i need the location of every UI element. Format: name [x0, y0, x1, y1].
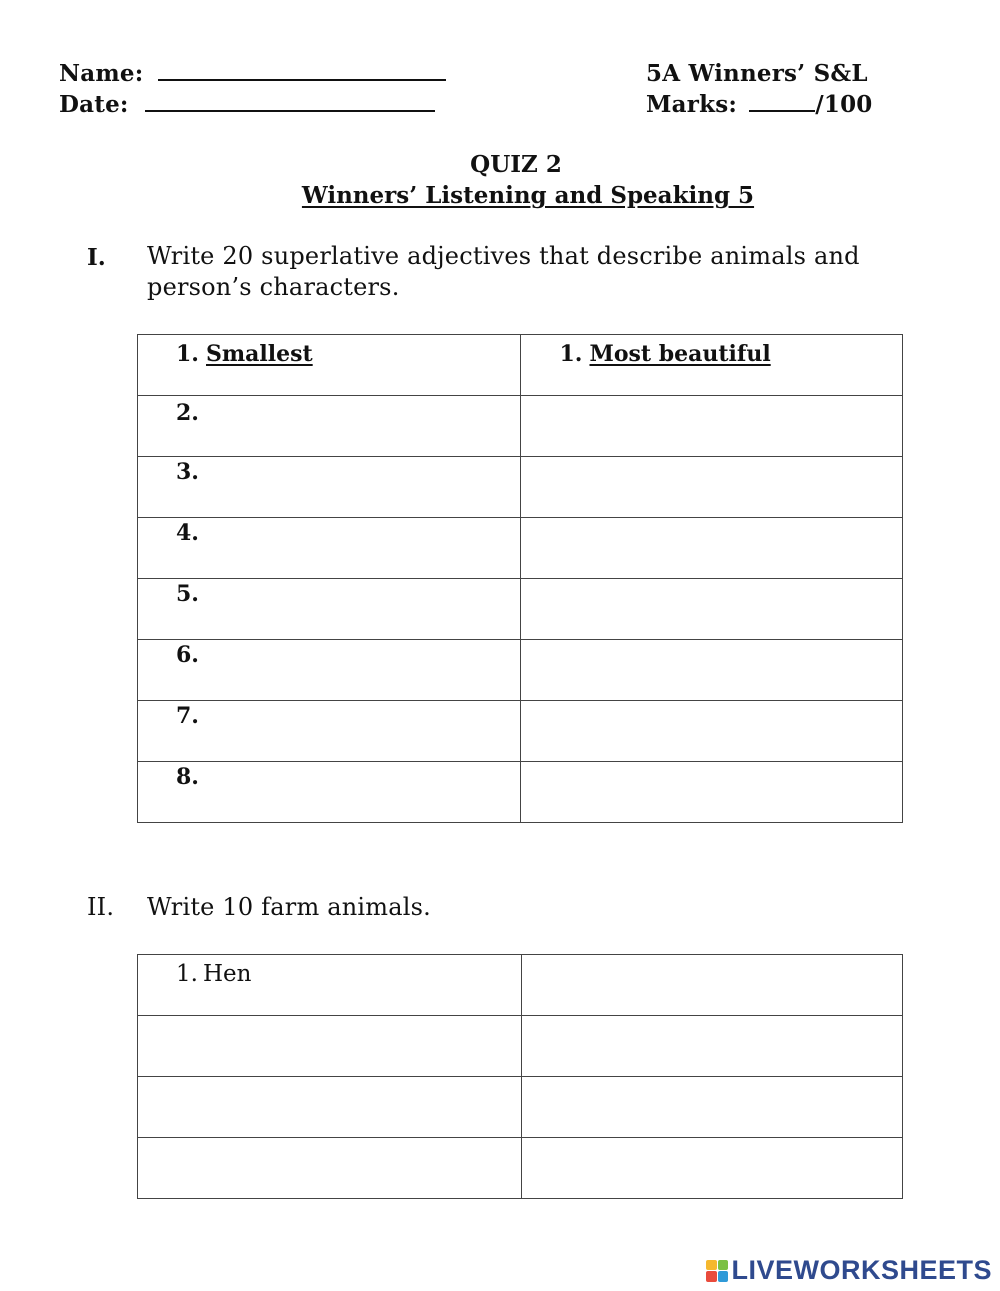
row-number: 1.: [176, 341, 199, 367]
date-label: Date:: [59, 91, 129, 118]
table-row: [138, 396, 903, 457]
name-field: [59, 60, 446, 87]
answer-text: Hen: [203, 961, 252, 987]
marks-total: /100: [815, 91, 873, 118]
answer-cell[interactable]: [521, 762, 903, 823]
row-number: 5.: [176, 581, 199, 607]
quiz-title: QUIZ 2: [470, 151, 562, 178]
answer-cell[interactable]: [138, 1016, 522, 1077]
section2-table: [137, 954, 903, 1199]
section1-table: [137, 334, 903, 823]
answer-cell[interactable]: [521, 396, 903, 457]
logo-square: [718, 1260, 729, 1271]
table-row: [138, 1138, 903, 1199]
logo-square: [706, 1260, 717, 1271]
row-number: 1.: [176, 961, 198, 987]
table-row: [138, 335, 903, 396]
marks-field: [646, 91, 873, 118]
answer-cell[interactable]: [138, 457, 521, 518]
answer-cell[interactable]: [138, 518, 521, 579]
answer-cell[interactable]: [521, 457, 903, 518]
answer-cell[interactable]: [138, 762, 521, 823]
logo-square: [706, 1271, 717, 1282]
row-number: 6.: [176, 642, 199, 668]
liveworksheets-logo-icon: [706, 1260, 728, 1282]
answer-text: Most beautiful: [589, 341, 771, 367]
section2-numeral: II.: [87, 893, 115, 921]
answer-cell[interactable]: [138, 396, 521, 457]
answer-cell[interactable]: [521, 579, 903, 640]
answer-cell[interactable]: [521, 701, 903, 762]
answer-cell[interactable]: [138, 1138, 522, 1199]
row-number: 4.: [176, 520, 199, 546]
table-row: [138, 1077, 903, 1138]
table-row: [138, 1016, 903, 1077]
table-row: [138, 579, 903, 640]
row-number: 3.: [176, 459, 199, 485]
answer-cell[interactable]: [521, 518, 903, 579]
answer-cell[interactable]: [521, 955, 902, 1016]
marks-label: Marks:: [646, 91, 738, 118]
section1-instruction-line2: person’s characters.: [147, 273, 400, 301]
answer-cell[interactable]: [521, 640, 903, 701]
answer-cell[interactable]: [138, 579, 521, 640]
marks-blank[interactable]: [749, 110, 815, 112]
section1-numeral: I.: [87, 244, 106, 271]
table-row: [138, 640, 903, 701]
answer-cell[interactable]: [138, 955, 522, 1016]
date-field: [59, 91, 435, 118]
table-row: [138, 518, 903, 579]
table-row: [138, 955, 903, 1016]
row-number: 2.: [176, 400, 199, 426]
name-blank[interactable]: [158, 79, 446, 81]
answer-cell[interactable]: [521, 1138, 902, 1199]
table-row: [138, 457, 903, 518]
row-number: 8.: [176, 764, 199, 790]
section1-instruction-line1: Write 20 superlative adjectives that describe animals and: [147, 242, 860, 270]
watermark-text: LIVEWORKSHEETS: [731, 1255, 992, 1285]
class-label: 5A Winners’ S&L: [646, 60, 868, 87]
section2-instruction: Write 10 farm animals.: [147, 893, 431, 921]
answer-cell[interactable]: [521, 1016, 902, 1077]
liveworksheets-watermark[interactable]: [706, 1255, 992, 1286]
answer-cell[interactable]: [138, 640, 521, 701]
answer-text: Smallest: [206, 341, 313, 367]
logo-square: [718, 1271, 729, 1282]
answer-cell[interactable]: [521, 1077, 902, 1138]
row-number: 7.: [176, 703, 199, 729]
quiz-subtitle: Winners’ Listening and Speaking 5: [301, 182, 755, 209]
answer-cell[interactable]: [521, 335, 903, 396]
row-number: 1.: [559, 341, 583, 367]
answer-cell[interactable]: [138, 335, 521, 396]
table-row: [138, 701, 903, 762]
answer-cell[interactable]: [138, 701, 521, 762]
answer-cell[interactable]: [138, 1077, 522, 1138]
table-row: [138, 762, 903, 823]
name-label: Name:: [59, 60, 144, 87]
date-blank[interactable]: [145, 110, 435, 112]
